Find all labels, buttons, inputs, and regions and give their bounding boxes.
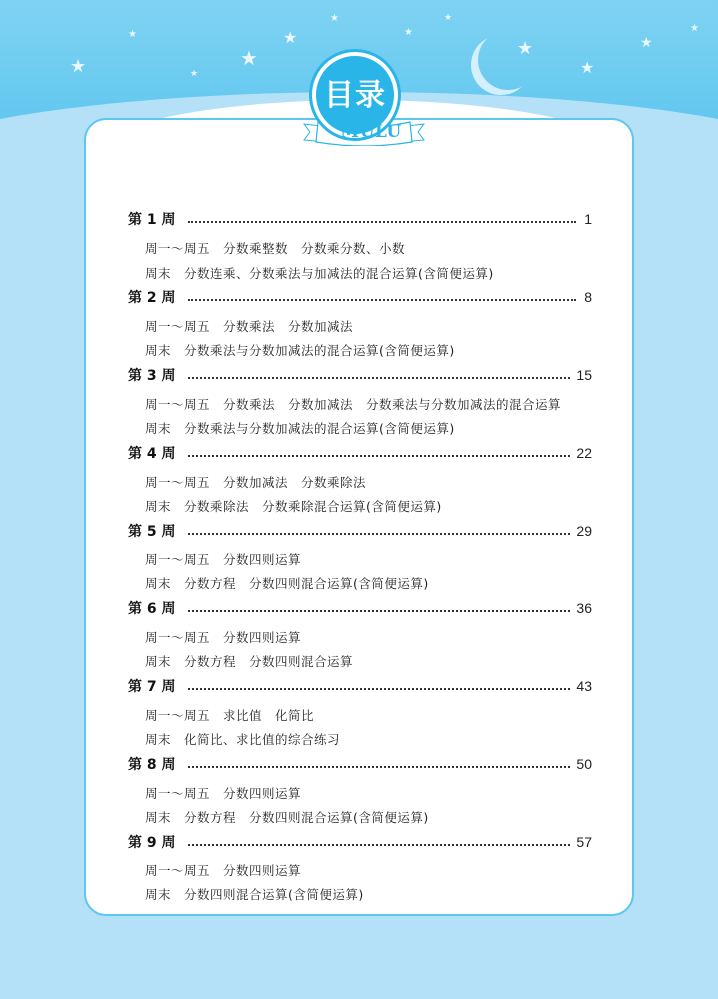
page-number: 29 — [576, 523, 592, 539]
toc-item: 周末 化简比、求比值的综合练习 — [145, 732, 341, 747]
star-icon: ★ — [444, 13, 453, 23]
toc-item: 周末 分数乘法与分数加减法的混合运算(含简便运算) — [145, 421, 455, 436]
week-title: 第 4 周 — [128, 446, 176, 462]
week-title: 第 6 周 — [128, 601, 176, 617]
toc-week-4[interactable] — [128, 443, 592, 463]
page-number: 36 — [576, 600, 592, 616]
page-number: 15 — [576, 367, 592, 383]
star-icon: ★ — [190, 69, 199, 79]
toc-item: 周一～周五 分数四则运算 — [145, 630, 302, 645]
dot-leader — [188, 610, 570, 612]
toc-item: 周末 分数乘除法 分数乘除混合运算(含简便运算) — [145, 499, 442, 514]
page-number: 22 — [576, 445, 592, 461]
toc-item: 周末 分数乘法与分数加减法的混合运算(含简便运算) — [145, 343, 455, 358]
toc-week-1[interactable] — [128, 209, 592, 229]
week-title: 第 2 周 — [128, 290, 176, 306]
toc-item: 周一～周五 分数四则运算 — [145, 863, 302, 878]
star-icon: ★ — [640, 35, 653, 51]
page-number: 43 — [576, 678, 592, 694]
star-icon: ★ — [330, 13, 339, 24]
toc-item: 周一～周五 求比值 化简比 — [145, 708, 315, 723]
week-title: 第 9 周 — [128, 835, 176, 851]
week-title: 第 1 周 — [128, 212, 176, 228]
week-title: 第 7 周 — [128, 679, 176, 695]
star-icon: ★ — [70, 56, 87, 77]
logo-subtitle: MULU — [340, 122, 402, 142]
dot-leader — [188, 766, 570, 768]
week-title: 第 5 周 — [128, 524, 176, 540]
page-number: 8 — [584, 289, 592, 305]
toc-week-3[interactable] — [128, 365, 592, 385]
dot-leader — [188, 377, 570, 379]
toc-week-6[interactable] — [128, 598, 592, 618]
dot-leader — [188, 221, 576, 223]
star-icon: ★ — [128, 29, 137, 40]
page-number: 1 — [584, 211, 592, 227]
toc-week-9[interactable] — [128, 832, 592, 852]
toc-item: 周末 分数方程 分数四则混合运算(含简便运算) — [145, 810, 429, 825]
dot-leader — [188, 533, 570, 535]
page-number: 57 — [576, 834, 592, 850]
toc-item: 周一～周五 分数四则运算 — [145, 786, 302, 801]
star-icon: ★ — [404, 27, 413, 38]
toc-item: 周末 分数方程 分数四则混合运算 — [145, 654, 354, 669]
toc-item: 周末 分数连乘、分数乘法与加减法的混合运算(含简便运算) — [145, 266, 494, 281]
toc-item: 周一～周五 分数乘法 分数加减法 分数乘法与分数加减法的混合运算 — [145, 397, 562, 412]
toc-item: 周末 分数方程 分数四则混合运算(含简便运算) — [145, 576, 429, 591]
toc-item: 周一～周五 分数乘法 分数加减法 — [145, 319, 354, 334]
page-number: 50 — [576, 756, 592, 772]
toc-item: 周末 分数四则混合运算(含简便运算) — [145, 887, 364, 902]
toc-week-5[interactable] — [128, 521, 592, 541]
toc-week-2[interactable] — [128, 287, 592, 307]
week-title: 第 3 周 — [128, 368, 176, 384]
star-icon: ★ — [283, 28, 298, 47]
toc-week-7[interactable] — [128, 676, 592, 696]
star-icon: ★ — [240, 46, 258, 70]
toc-item: 周一～周五 分数四则运算 — [145, 552, 302, 567]
week-title: 第 8 周 — [128, 757, 176, 773]
dot-leader — [188, 299, 576, 301]
toc-week-8[interactable] — [128, 754, 592, 774]
toc-item: 周一～周五 分数加减法 分数乘除法 — [145, 475, 367, 490]
star-icon: ★ — [690, 23, 699, 34]
dot-leader — [188, 688, 570, 690]
dot-leader — [188, 455, 570, 457]
toc-item: 周一～周五 分数乘整数 分数乘分数、小数 — [145, 241, 406, 256]
star-icon: ★ — [517, 38, 534, 59]
dot-leader — [188, 844, 570, 846]
star-icon: ★ — [580, 58, 595, 77]
logo-title: 目录 — [324, 78, 386, 113]
